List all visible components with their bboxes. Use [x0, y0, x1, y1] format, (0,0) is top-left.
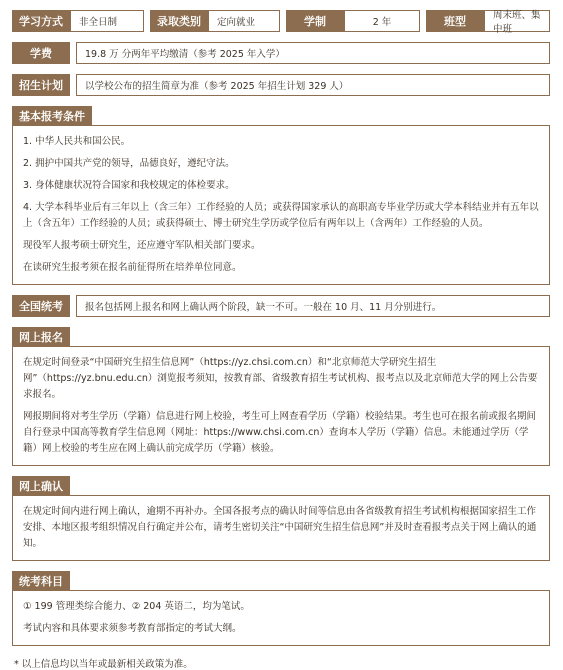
class-type-value: 周末班、集中班 — [484, 10, 550, 32]
online-reg-title: 网上报名 — [12, 327, 70, 347]
subjects-box — [12, 590, 550, 646]
tuition-label: 学费 — [12, 42, 70, 64]
online-reg-box — [12, 346, 550, 466]
condition-item: 在读研究生报考须在报名前征得所在培养单位同意。 — [23, 262, 242, 273]
exam-row — [12, 295, 550, 317]
admission-type-label: 录取类别 — [150, 10, 208, 32]
conditions-section — [12, 106, 550, 285]
condition-item: 现役军人报考硕士研究生，还应遵守军队相关部门要求。 — [23, 240, 261, 251]
study-mode-label: 学习方式 — [12, 10, 70, 32]
condition-item: 4. 大学本科毕业后有三年以上（含三年）工作经验的人员；或获得国家承认的高职高专毕业学历或大学本科结业并有五年以上（含五年）工作经验的人员；或获得硕士、博士研究生学历或学位后有两年以上（含两年）工作经验的人员。 — [23, 202, 539, 229]
online-reg-section — [12, 327, 550, 466]
exam-value: 报名包括网上报名和网上确认两个阶段，缺一不可。一般在 10 月、11 月分别进行。 — [76, 295, 550, 317]
online-reg-item: 网报期间将对考生学历（学籍）信息进行网上校验，考生可上网查看学历（学籍）校验结果。考生也可在报名前或报名期间自行登录中国高等教育学生信息网（网址：https://www.chsi.com.cn）查询本人学历（学籍）信息。未能通过学历（学籍）网上校验的考生应在网上确认前完成学历（学籍）核验。 — [23, 411, 537, 454]
tuition-value: 19.8 万 分两年平均缴清（参考 2025 年入学） — [76, 42, 550, 64]
class-type-label: 班型 — [426, 10, 484, 32]
online-confirm-section — [12, 476, 550, 561]
duration-label: 学制 — [286, 10, 344, 32]
online-reg-item: 在规定时间登录“中国研究生招生信息网”（https://yz.chsi.com.cn）和“北京师范大学研究生招生网”（https://yz.bnu.edu.cn）浏览报考须知，按教育部、省级教育招生考试机构、报考点以及北京师范大学的网上公告要求报名。 — [23, 357, 538, 400]
subject-item: ① 199 管理类综合能力、② 204 英语二，均为笔试。 — [23, 601, 250, 612]
condition-item: 2. 拥护中国共产党的领导，品德良好，遵纪守法。 — [23, 158, 235, 169]
info-row-1 — [12, 10, 550, 35]
online-confirm-title: 网上确认 — [12, 476, 70, 496]
footnote: * 以上信息均以当年或最新相关政策为准。 — [14, 659, 193, 670]
conditions-title: 基本报考条件 — [12, 106, 92, 126]
duration-value: 2 年 — [344, 10, 420, 32]
plan-row — [12, 74, 550, 96]
condition-item: 3. 身体健康状况符合国家和我校规定的体检要求。 — [23, 180, 235, 191]
plan-value: 以学校公布的招生简章为准（参考 2025 年招生计划 329 人） — [76, 74, 550, 96]
subjects-section — [12, 571, 550, 646]
condition-item: 1. 中华人民共和国公民。 — [23, 136, 131, 147]
exam-label: 全国统考 — [12, 295, 70, 317]
online-confirm-box — [12, 495, 550, 561]
subjects-title: 统考科目 — [12, 571, 70, 591]
admission-type-value: 定向就业 — [208, 10, 280, 32]
tuition-row — [12, 42, 550, 64]
subject-item: 考试内容和具体要求须参考教育部指定的考试大纲。 — [23, 623, 242, 634]
plan-label: 招生计划 — [12, 74, 70, 96]
study-mode-value: 非全日制 — [70, 10, 144, 32]
online-confirm-item: 在规定时间内进行网上确认，逾期不再补办。全国各报考点的确认时间等信息由各省级教育招生考试机构根据国家招生工作安排、本地区报考组织情况自行确定并公布，请考生密切关注“中国研究生招生信息网”并及时查看报考点关于网上确认的通知。 — [23, 506, 537, 549]
conditions-box — [12, 125, 550, 285]
